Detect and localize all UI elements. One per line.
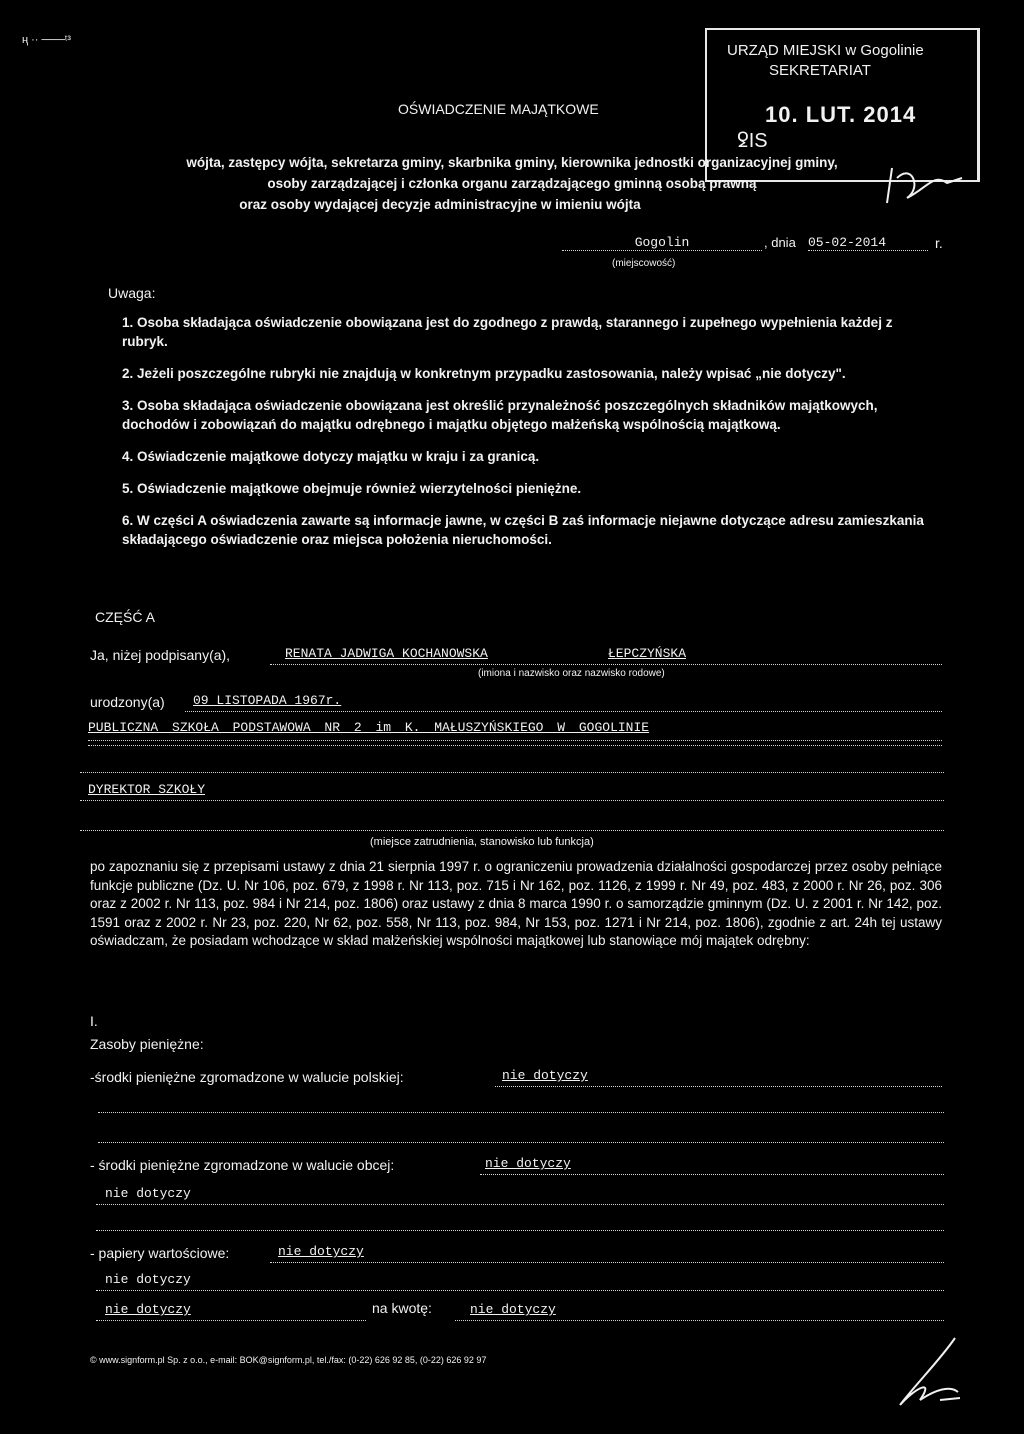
legal-statement: po zapoznaniu się z przepisami ustawy z dnia 21 sierpnia 1997 r. o ograniczeniu prowadzenia działalności gospodarczej przez osoby pełniące funkcje publiczne (Dz. U. Nr 106, poz. 679, z 1998 r. Nr 113, poz. 715 i Nr 162, poz. 1126, z 1999 r. Nr 49, poz. 483, z 2000 r. Nr 26, poz. 306 oraz z 2002 r. Nr 113, poz. 984 i Nr 214, poz. 1806) oraz ustawy z dnia 8 marca 1990 r. o samorządzie gminnym (Dz. U. z 2001 r. Nr 142, poz. 1591 oraz z 2002 r. Nr 23, poz. 220, Nr 62, poz. 558, Nr 113, poz. 984, Nr 153, poz. 1271 i Nr 214, poz. 1806), zgodnie z art. 24h tej ustawy oświadczam, że posiadam wchodzące w skład małżeńskiej wspólności majątkowej lub stanowiące mój majątek odrębny: [90, 859, 942, 948]
date-prefix: , dnia [764, 235, 796, 250]
signer-surname: ŁEPCZYŃSKA [608, 646, 687, 661]
name-caption: (imiona i nazwisko oraz nazwisko rodowe) [478, 668, 665, 679]
pln-label: -środki pieniężne zgromadzone w walucie polskiej: [90, 1069, 404, 1085]
footer-text: © www.signform.pl Sp. z o.o., e-mail: BOK@signform.pl, tel./fax: (0-22) 626 92 85, (0-22) 626 92 97 [90, 1355, 487, 1365]
securities-line-2 [96, 1272, 944, 1291]
corner-mark: ң ·· ───ᵗ³ [22, 34, 71, 46]
workplace-line-3 [80, 772, 944, 773]
securities-value-3: nie dotyczy [105, 1302, 191, 1317]
date-suffix: r. [935, 235, 943, 251]
date-field: 05-02-2014 [808, 235, 928, 251]
note-item-1: 1. Osoba składająca oświadczenie obowiązana jest do zgodnego z prawdą, starannego i zupełnego wypełnienia każdej z rubryk. [122, 315, 893, 349]
place-field: Gogolin [562, 235, 762, 251]
stamp-date: 10. LUT. 2014 [765, 102, 917, 127]
foreign-value-2: nie dotyczy [105, 1186, 191, 1201]
section-heading: Zasoby pieniężne: [90, 1036, 204, 1052]
position-line-2 [80, 830, 944, 831]
born-date: 09 LISTOPADA 1967r. [193, 693, 342, 708]
note-item-5: 5. Oświadczenie majątkowe obejmuje również wierzytelności pieniężne. [122, 481, 582, 496]
securities-value-2: nie dotyczy [105, 1272, 191, 1287]
position-value: DYREKTOR SZKOŁY [88, 782, 206, 797]
section-numeral: I. [90, 1013, 98, 1029]
securities-value: nie dotyczy [278, 1244, 364, 1259]
pln-line-3 [98, 1142, 944, 1143]
securities-label: - papiery wartościowe: [90, 1245, 230, 1261]
stamp-number: ꝿIS [737, 130, 768, 152]
foreign-label: - środki pieniężne zgromadzone w walucie obcej: [90, 1157, 395, 1173]
stamp-office: URZĄD MIEJSKI w Gogolinie [727, 42, 924, 59]
notes-list [122, 313, 932, 549]
stamp-department: SEKRETARIAT [769, 62, 871, 79]
header-line-2: osoby zarządzającej i członka organu zarządzającego gminną osobą prawną [267, 176, 757, 191]
workplace-caption: (miejsce zatrudnienia, stanowisko lub funkcja) [370, 836, 594, 848]
position-line [80, 782, 944, 801]
header-line-1: wójta, zastępcy wójta, sekretarza gminy, skarbnika gminy, kierownika jednostki organizacyjnej gminy, [186, 155, 838, 170]
signer-name: RENATA JADWIGA KOCHANOWSKA [285, 646, 488, 661]
foreign-value: nie dotyczy [485, 1156, 571, 1171]
signer-prefix: Ja, niżej podpisany(a), [90, 647, 231, 663]
note-item-3: 3. Osoba składająca oświadczenie obowiązana jest określić przynależność poszczególnych składników majątkowych, dochodów i zobowiązań do majątku odrębnego i majątku objętego małżeńską wspólnością majątkową. [122, 398, 878, 432]
note-item-6: 6. W części A oświadczenia zawarte są informacje jawne, w części B zaś informacje niejawne dotyczące adresu zamieszkania składającego oświadczenie oraz miejsca położenia nieruchomości. [122, 513, 924, 547]
header-line-3: oraz osoby wydającej decyzje administracyjne w imieniu wójta [239, 197, 641, 212]
part-a-heading: CZĘŚĆ A [95, 609, 155, 625]
notes-heading: Uwaga: [108, 285, 156, 301]
signature-icon [880, 1330, 980, 1420]
foreign-line-2 [96, 1186, 944, 1205]
pln-value: nie dotyczy [502, 1068, 588, 1083]
amount-value: nie dotyczy [470, 1302, 556, 1317]
workplace-value: PUBLICZNA SZKOŁA PODSTAWOWA NR 2 im K. MAŁUSZYŃSKIEGO W GOGOLINIE [88, 720, 650, 735]
workplace-line-2 [88, 745, 942, 746]
amount-label: na kwotę: [372, 1300, 432, 1316]
pln-line-2 [98, 1112, 944, 1113]
document-title: OŚWIADCZENIE MAJĄTKOWE [398, 101, 599, 117]
securities-line [270, 1244, 944, 1263]
place-caption: (miejscowość) [612, 258, 676, 269]
foreign-line-3 [96, 1230, 944, 1231]
born-prefix: urodzony(a) [90, 694, 165, 710]
note-item-4: 4. Oświadczenie majątkowe dotyczy majątku w kraju i za granicą. [122, 449, 540, 464]
note-item-2: 2. Jeżeli poszczególne rubryki nie znajdują w konkretnym przypadku zastosowania, należy wpisać „nie dotyczy". [122, 366, 846, 381]
